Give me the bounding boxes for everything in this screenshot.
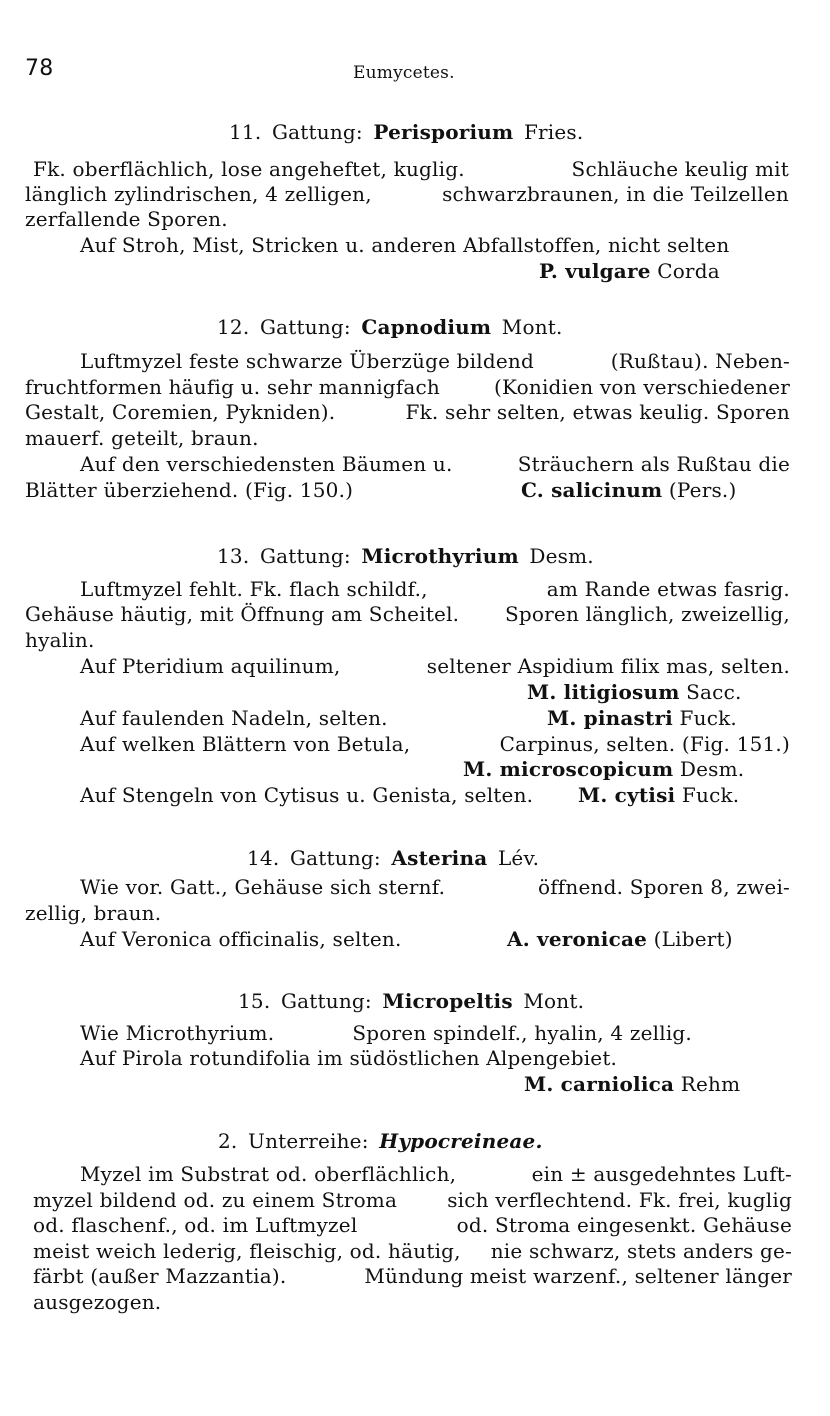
text-segment: Luftmyzel fehlt. Fk. flach schildf.,	[80, 577, 428, 601]
text-segment: od. Stroma eingesenkt. Gehäuse	[456, 1213, 792, 1237]
species-entry	[547, 705, 737, 731]
habitat-line	[80, 731, 790, 757]
species-entry	[521, 477, 736, 503]
text-line	[80, 874, 790, 900]
species-name: A. veronicae	[507, 927, 648, 951]
habitat-line: Blätter überziehend. (Fig. 150.)	[25, 478, 354, 502]
text-line	[25, 601, 790, 627]
text-segment: Myzel im Substrat od. oberflächlich,	[80, 1162, 457, 1186]
text-line: mauerf. geteilt, braun.	[25, 426, 259, 450]
genus-15-heading	[238, 988, 584, 1014]
genus-name: Microthyrium	[361, 544, 519, 568]
genus-12-heading	[217, 314, 563, 340]
text-line	[80, 348, 790, 374]
text-segment: Gehäuse häutig, mit Öffnung am Scheitel.	[25, 602, 460, 626]
text-segment: (Rußtau). Neben-	[610, 349, 790, 373]
text-segment: Fk. oberflächlich, lose angeheftet, kuglig.	[33, 157, 465, 181]
text-segment: fruchtformen häufig u. sehr mannigfach	[25, 375, 441, 399]
text-segment: Schläuche keulig mit	[571, 157, 789, 181]
text-line: zerfallende Sporen.	[25, 207, 228, 231]
text-segment: myzel bildend od. zu einem Stroma	[33, 1188, 398, 1212]
genus-number: 15. Gattung:	[238, 989, 372, 1013]
genus-number: 11. Gattung:	[229, 120, 363, 144]
genus-number: 12. Gattung:	[217, 315, 351, 339]
species-name: M. litigiosum	[527, 680, 680, 704]
text-line	[80, 576, 790, 602]
text-segment: sich verflechtend. Fk. frei, kuglig	[447, 1188, 792, 1212]
genus-number: 13. Gattung:	[217, 544, 351, 568]
species-author: (Pers.)	[668, 478, 737, 502]
text-segment: schwarzbraunen, in die Teilzellen	[442, 182, 789, 206]
genus-number: 14. Gattung:	[247, 846, 381, 870]
species-author: Fuck.	[681, 783, 740, 807]
page-number: 78	[25, 56, 54, 81]
species-entry	[507, 926, 733, 952]
genus-name: Asterina	[391, 846, 488, 870]
text-segment: ein ± ausgedehntes Luft-	[531, 1162, 792, 1186]
text-segment: Auf Pteridium aquilinum,	[80, 654, 341, 678]
genus-author: Mont.	[523, 989, 585, 1013]
species-name: M. cytisi	[578, 783, 676, 807]
genus-author: Mont.	[501, 315, 563, 339]
text-segment: Gestalt, Coremien, Pykniden).	[25, 400, 336, 424]
text-segment: länglich zylindrischen, 4 zelligen,	[25, 182, 372, 206]
text-segment: Carpinus, selten. (Fig. 151.)	[499, 732, 790, 756]
species-author: Sacc.	[686, 680, 742, 704]
text-segment: Sporen länglich, zweizellig,	[505, 602, 790, 626]
text-line	[33, 1212, 792, 1238]
species-entry	[524, 1071, 740, 1097]
suborder-number: 2. Unterreihe:	[218, 1129, 369, 1153]
text-segment: Wie Microthyrium.	[80, 1021, 275, 1045]
text-line	[25, 399, 790, 425]
text-segment: od. flaschenf., od. im Luftmyzel	[33, 1213, 358, 1237]
habitat-line: Auf Stengeln von Cytisus u. Genista, selten.	[80, 783, 534, 807]
suborder-name: Hypocreineae.	[379, 1129, 543, 1153]
running-head: Eumycetes.	[353, 63, 455, 83]
text-segment: Sporen spindelf., hyalin, 4 zellig.	[352, 1021, 692, 1045]
species-entry	[527, 679, 742, 705]
text-line	[25, 181, 789, 207]
species-entry	[463, 756, 744, 782]
text-line	[33, 1238, 792, 1264]
text-segment: seltener Aspidium filix mas, selten.	[426, 654, 790, 678]
genus-author: Desm.	[529, 544, 594, 568]
suborder-heading	[218, 1128, 543, 1154]
text-line	[80, 1161, 792, 1187]
text-segment: Mündung meist warzenf., seltener länger	[364, 1264, 792, 1288]
text-segment: meist weich lederig, fleischig, od. häutig,	[33, 1239, 461, 1263]
text-segment: öffnend. Sporen 8, zwei-	[537, 875, 790, 899]
species-name: M. pinastri	[547, 706, 673, 730]
habitat-line	[80, 451, 790, 477]
species-name: M. microscopicum	[463, 757, 674, 781]
species-entry	[578, 782, 739, 808]
text-segment: nie schwarz, stets anders ge-	[490, 1239, 792, 1263]
text-line	[33, 1263, 792, 1289]
species-name: C. salicinum	[521, 478, 663, 502]
text-segment: färbt (außer Mazzantia).	[33, 1264, 287, 1288]
species-name: P. vulgare	[539, 259, 651, 283]
habitat-line: Auf Veronica officinalis, selten.	[80, 927, 402, 951]
genus-13-heading	[217, 543, 594, 569]
species-author: Rehm	[680, 1072, 741, 1096]
habitat-line	[80, 653, 790, 679]
genus-author: Fries.	[523, 120, 584, 144]
text-line: zellig, braun.	[25, 901, 162, 925]
species-name: M. carniolica	[524, 1072, 675, 1096]
species-author: Corda	[657, 259, 720, 283]
habitat-line: Auf Pirola rotundifolia im südöstlichen Alpengebiet.	[80, 1046, 618, 1070]
text-segment: Auf den verschiedensten Bäumen u.	[80, 452, 453, 476]
text-segment: Wie vor. Gatt., Gehäuse sich sternf.	[80, 875, 446, 899]
genus-11-heading	[229, 119, 583, 145]
species-author: Fuck.	[679, 706, 737, 730]
text-line	[80, 1020, 692, 1046]
genus-14-heading	[247, 845, 539, 871]
genus-author: Lév.	[497, 846, 540, 870]
text-segment: Luftmyzel feste schwarze Überzüge bildend	[80, 349, 534, 373]
text-line	[25, 374, 790, 400]
text-line	[33, 156, 789, 182]
text-segment: Sträuchern als Rußtau die	[517, 452, 790, 476]
genus-name: Perisporium	[373, 120, 514, 144]
genus-name: Capnodium	[361, 315, 492, 339]
text-segment: (Konidien von verschiedener	[494, 375, 790, 399]
species-entry	[539, 258, 720, 284]
text-segment: Fk. sehr selten, etwas keulig. Sporen	[405, 400, 790, 424]
habitat-line: Auf Stroh, Mist, Stricken u. anderen Abfallstoffen, nicht selten	[80, 233, 730, 257]
text-segment: Auf welken Blättern von Betula,	[80, 732, 411, 756]
genus-name: Micropeltis	[382, 989, 513, 1013]
text-line: hyalin.	[25, 628, 95, 652]
species-author: Desm.	[679, 757, 745, 781]
text-line	[33, 1187, 792, 1213]
text-segment: am Rande etwas fasrig.	[546, 577, 790, 601]
species-author: (Libert)	[653, 927, 733, 951]
text-line: ausgezogen.	[33, 1290, 162, 1314]
habitat-line: Auf faulenden Nadeln, selten.	[80, 706, 388, 730]
